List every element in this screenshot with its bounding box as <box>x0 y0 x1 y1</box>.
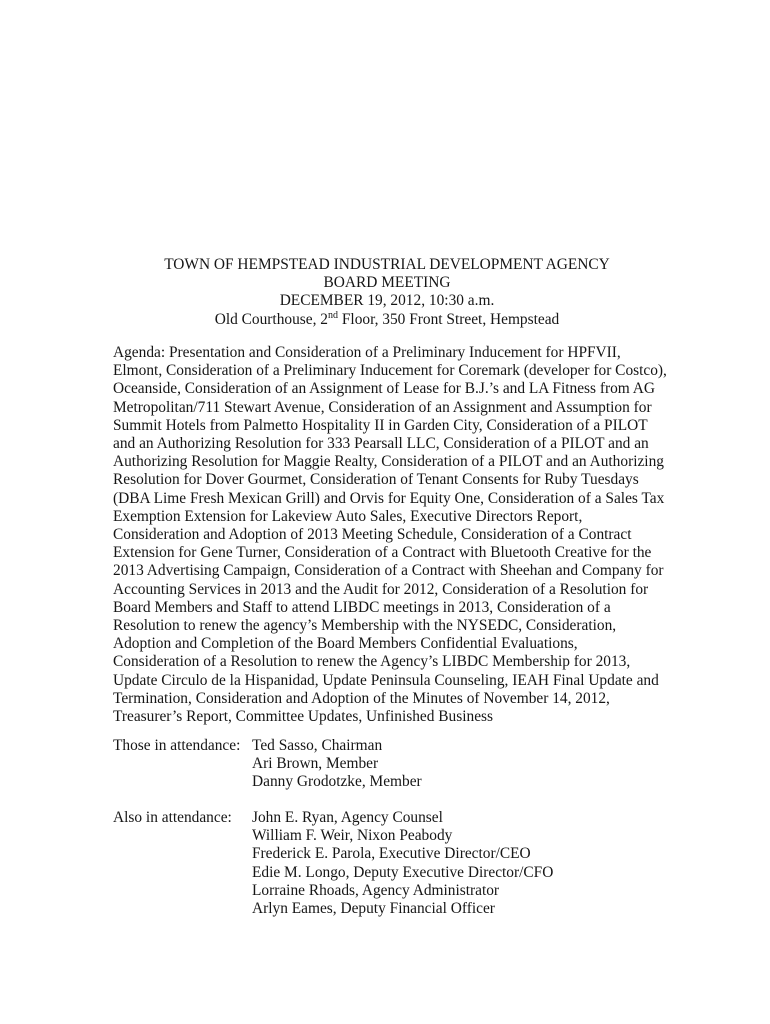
agenda-line: Agenda: Presentation and Consideration of a Preliminary Inducement for HPFVII, <box>113 344 621 361</box>
agenda-line: Authorizing Resolution for Maggie Realty, Consideration of a PILOT and an Authorizing <box>113 453 664 471</box>
agenda-line: 2013 Advertising Campaign, Consideration of a Contract with Sheehan and Company for <box>113 562 664 580</box>
attendee: Edie M. Longo, Deputy Executive Director/CFO <box>252 863 554 881</box>
those-in-attendance-label: Those in attendance: <box>113 737 241 754</box>
agenda-line: Resolution to renew the agency’s Membership with the NYSEDC, Consideration, <box>113 617 617 635</box>
attendee: William F. Weir, Nixon Peabody <box>252 827 453 845</box>
attendee: John E. Ryan, Agency Counsel <box>252 809 443 826</box>
agenda-line: Exemption Extension for Lakeview Auto Sales, Executive Directors Report, <box>113 507 583 525</box>
meeting-datetime: DECEMBER 19, 2012, 10:30 a.m. <box>279 292 495 310</box>
venue-ordinal: nd <box>328 309 339 321</box>
attendee: Lorraine Rhoads, Agency Administrator <box>252 881 500 899</box>
attendee: Danny Grodotzke, Member <box>252 773 422 791</box>
attendee: Ari Brown, Member <box>252 755 379 773</box>
venue-suffix: Floor, 350 Front Street, Hempstead <box>338 310 560 328</box>
venue-prefix: Old Courthouse, 2 <box>214 310 329 328</box>
document-header <box>113 256 661 329</box>
those-in-attendance-list <box>252 737 422 792</box>
agency-title: TOWN OF HEMPSTEAD INDUSTRIAL DEVELOPMENT AGENCY <box>164 256 610 273</box>
agenda-line: Summit Hotels from Palmetto Hospitality II in Garden City, Consideration of a PILOT <box>113 416 648 434</box>
agenda-line: Oceanside, Consideration of an Assignment of Lease for B.J.’s and LA Fitness from AG <box>113 380 656 398</box>
agenda-line: Resolution for Dover Gourmet, Consideration of Tenant Consents for Ruby Tuesdays <box>113 471 639 489</box>
agenda-line: Update Circulo de la Hispanidad, Update Peninsula Counseling, IEAH Final Update and <box>113 671 659 689</box>
agenda-line: Termination, Consideration and Adoption of the Minutes of November 14, 2012, <box>113 689 610 707</box>
agenda-paragraph <box>113 344 673 726</box>
also-in-attendance-list <box>252 809 553 918</box>
agenda-line: (DBA Lime Fresh Mexican Grill) and Orvis for Equity One, Consideration of a Sales Tax <box>113 489 665 507</box>
attendee: Ted Sasso, Chairman <box>252 737 383 754</box>
agenda-line: Board Members and Staff to attend LIBDC meetings in 2013, Consideration of a <box>113 598 611 616</box>
agenda-line: Metropolitan/711 Stewart Avenue, Consideration of an Assignment and Assumption for <box>113 398 652 416</box>
agenda-line: and an Authorizing Resolution for 333 Pearsall LLC, Consideration of a PILOT and an <box>113 435 649 453</box>
agenda-line: Consideration and Adoption of 2013 Meeting Schedule, Consideration of a Contract <box>113 526 632 544</box>
agenda-line: Consideration of a Resolution to renew the Agency’s LIBDC Membership for 2013, <box>113 653 631 671</box>
agenda-line: Extension for Gene Turner, Consideration of a Contract with Bluetooth Creative for the <box>113 544 652 562</box>
meeting-venue <box>113 311 661 329</box>
agenda-line: Treasurer’s Report, Committee Updates, Unfinished Business <box>113 708 494 726</box>
also-in-attendance-section <box>113 809 553 918</box>
also-in-attendance-label: Also in attendance: <box>113 809 232 826</box>
those-in-attendance-section <box>113 737 422 792</box>
attendee: Frederick E. Parola, Executive Director/CEO <box>252 845 531 863</box>
agenda-line: Elmont, Consideration of a Preliminary Inducement for Coremark (developer for Costco), <box>113 362 667 380</box>
attendee: Arlyn Eames, Deputy Financial Officer <box>252 900 495 918</box>
meeting-type: BOARD MEETING <box>323 274 451 292</box>
agenda-line: Adoption and Completion of the Board Members Confidential Evaluations, <box>113 635 578 653</box>
agenda-line: Accounting Services in 2013 and the Audit for 2012, Consideration of a Resolution for <box>113 580 649 598</box>
